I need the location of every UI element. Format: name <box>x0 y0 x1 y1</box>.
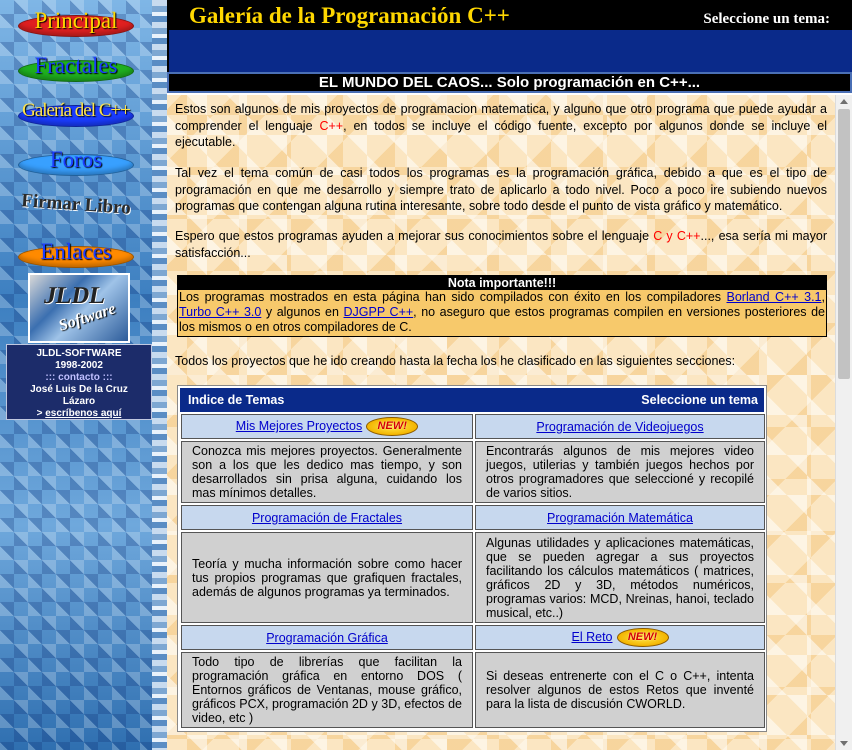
note-title: Nota importante!!! <box>178 276 826 290</box>
note-sep: , <box>821 290 825 304</box>
nav-enlaces[interactable] <box>14 232 138 272</box>
nav-firmar-libro[interactable] <box>14 185 138 225</box>
nav-principal-label: Principal <box>34 8 118 33</box>
link-fractales[interactable]: Programación de Fractales <box>251 510 403 525</box>
nav-foros-label: Foros <box>49 147 103 172</box>
topic-table <box>179 412 767 730</box>
p3-highlight: C y C++ <box>653 229 701 243</box>
note-body <box>178 290 826 335</box>
nav-fractales[interactable] <box>14 46 138 86</box>
topic-cell <box>181 505 473 530</box>
link-turbo[interactable]: Turbo C++ 3.0 <box>179 305 262 319</box>
logo-word: Software <box>56 300 118 335</box>
p1-text-b: , en todos se incluye el código fuente, excepto por algunos donde se incluye el ejecutable. <box>175 118 827 149</box>
note-text-c: , no aseguro que estos programas compilen en versiones posteriores de los mismos o en otros compiladores de C. <box>179 305 825 334</box>
table-row <box>181 625 765 650</box>
credit-prefix: > <box>36 408 46 419</box>
nav-fractales-label: Fractales <box>34 53 118 78</box>
index-header <box>180 388 764 412</box>
intro-paragraph-1 <box>175 101 827 151</box>
table-row <box>181 505 765 530</box>
link-grafica[interactable]: Programación Gráfica <box>266 630 388 645</box>
topic-desc: Encontrarás algunos de mis mejores video juegos, utilerias y también juegos hechos por otros programadores que seleccioné y recopilé de varios sitios. <box>475 441 765 503</box>
scroll-up-arrow-icon[interactable] <box>840 99 848 104</box>
intro-paragraph-2: Tal vez el tema común de casi todos los programas es la programación gráfica, debido a que es el tipo de programación en que me desarrollo y siempre trato de aplicarlo a todo nivel. Poco a poco ire subiendo nuevos programas que contengan alguna rutina interesante, sobre todo desde el punto de vista gráfico y matemático. <box>175 166 827 213</box>
p3-text-b: ..., esa sería mi mayor satisfacción... <box>175 229 827 260</box>
new-badge: NEW! <box>617 628 669 647</box>
logo-mark: JLDL <box>41 283 108 309</box>
credit-years: 1998-2002 <box>55 360 103 371</box>
nav-principal[interactable] <box>14 1 138 41</box>
table-row <box>181 652 765 728</box>
topic-cell <box>475 625 765 650</box>
credit-box <box>6 344 152 420</box>
nav-enlaces-label: Enlaces <box>40 239 112 264</box>
link-mis-mejores-proyectos[interactable]: Mis Mejores Proyectos <box>235 418 363 433</box>
credit-author-surname: Lázaro <box>62 396 96 407</box>
jldl-software-logo[interactable] <box>28 273 130 343</box>
index-title: Indice de Temas <box>188 393 285 407</box>
topic-index <box>177 385 767 732</box>
note-text-b: y algunos en <box>261 305 344 319</box>
topic-cell <box>475 505 765 530</box>
topic-cell <box>181 625 473 650</box>
topic-desc: Conozca mis mejores proyectos. Generalmente son a los que les dedico mas tiempo, y son desarrollados sin prisa alguna, cuidando los mas mínimos detalles. <box>181 441 473 503</box>
link-matematica[interactable]: Programación Matemática <box>547 510 693 525</box>
sections-intro: Todos los proyectos que he ido creando hasta la fecha los he clasificado en las siguientes secciones: <box>175 354 736 368</box>
link-videojuegos[interactable]: Programación de Videojuegos <box>536 419 704 434</box>
index-select: Seleccione un tema <box>641 393 758 407</box>
nav-foros[interactable] <box>14 140 138 180</box>
p1-text-a: Estos son algunos de mis proyectos de programacion matematica, y alguno que otro programa que puede ayudar a comprender el lenguaje <box>175 102 827 133</box>
subtitle-bar: EL MUNDO DEL CAOS... Solo programación en C++... <box>167 72 852 93</box>
table-row <box>181 532 765 623</box>
p1-highlight: C++ <box>319 118 344 133</box>
link-el-reto[interactable]: El Reto <box>571 629 613 644</box>
nav-galeria[interactable] <box>14 91 138 131</box>
header-top-bar <box>169 0 852 30</box>
new-badge: NEW! <box>366 417 418 436</box>
credit-company: JLDL-SOFTWARE <box>36 348 122 359</box>
link-djgpp[interactable]: DJGPP C++ <box>343 305 414 319</box>
scroll-thumb[interactable] <box>838 109 850 379</box>
topic-desc: Todo tipo de librerías que facilitan la programación gráfica en entorno DOS ( Entornos gráficos de Ventanas, mouse gráfico, gráficos PCX, programación 2D y 3D, efectos de video, etc ) <box>181 652 473 728</box>
sidebar <box>0 0 167 750</box>
topic-cell <box>475 414 765 439</box>
vertical-scrollbar[interactable] <box>835 95 852 750</box>
topic-cell <box>181 414 473 439</box>
topic-desc: Teoría y mucha información sobre como hacer tus propios programas que grafiquen fractales, además de algunos programas ya terminados. <box>181 532 473 623</box>
scroll-down-arrow-icon[interactable] <box>840 741 848 746</box>
credit-author: José Luis De la Cruz <box>30 384 128 395</box>
table-row <box>181 441 765 503</box>
nav-firmar-libro-label: Firmar Libro <box>20 190 132 219</box>
main-content <box>167 95 835 750</box>
credit-contact-line <box>7 408 151 420</box>
header-select-label: Seleccione un tema: <box>703 11 830 27</box>
page-title: Galería de la Programación C++ <box>189 3 510 28</box>
topic-desc: Si deseas entrenerte con el C o C++, intenta resolver algunos de estos Retos que inventé para la lista de discusión CWORLD. <box>475 652 765 728</box>
important-note <box>177 275 827 337</box>
link-borland[interactable]: Borland C++ 3.1 <box>726 290 822 304</box>
table-row <box>181 414 765 439</box>
p3-text-a: Espero que estos programas ayuden a mejorar sus conocimientos sobre el lenguaje <box>175 229 654 243</box>
contact-link[interactable]: escríbenos aquí <box>45 408 122 419</box>
nav-galeria-label: Galería del C++ <box>22 100 130 121</box>
credit-contact-label: ::: contacto ::: <box>45 372 113 383</box>
note-text-a: Los programas mostrados en esta página han sido compilados con éxito en los compiladores <box>179 290 727 304</box>
topic-desc: Algunas utilidades y aplicaciones matemáticas, que se pueden agregar a sus proyectos facilitando los cálculos matemáticos ( matrices, gráficos 2D y 3D, métodos numéricos, programas varios: MCD, Nreinas, hanoi, teclado musical, etc..) <box>475 532 765 623</box>
intro-paragraph-3 <box>175 228 827 261</box>
